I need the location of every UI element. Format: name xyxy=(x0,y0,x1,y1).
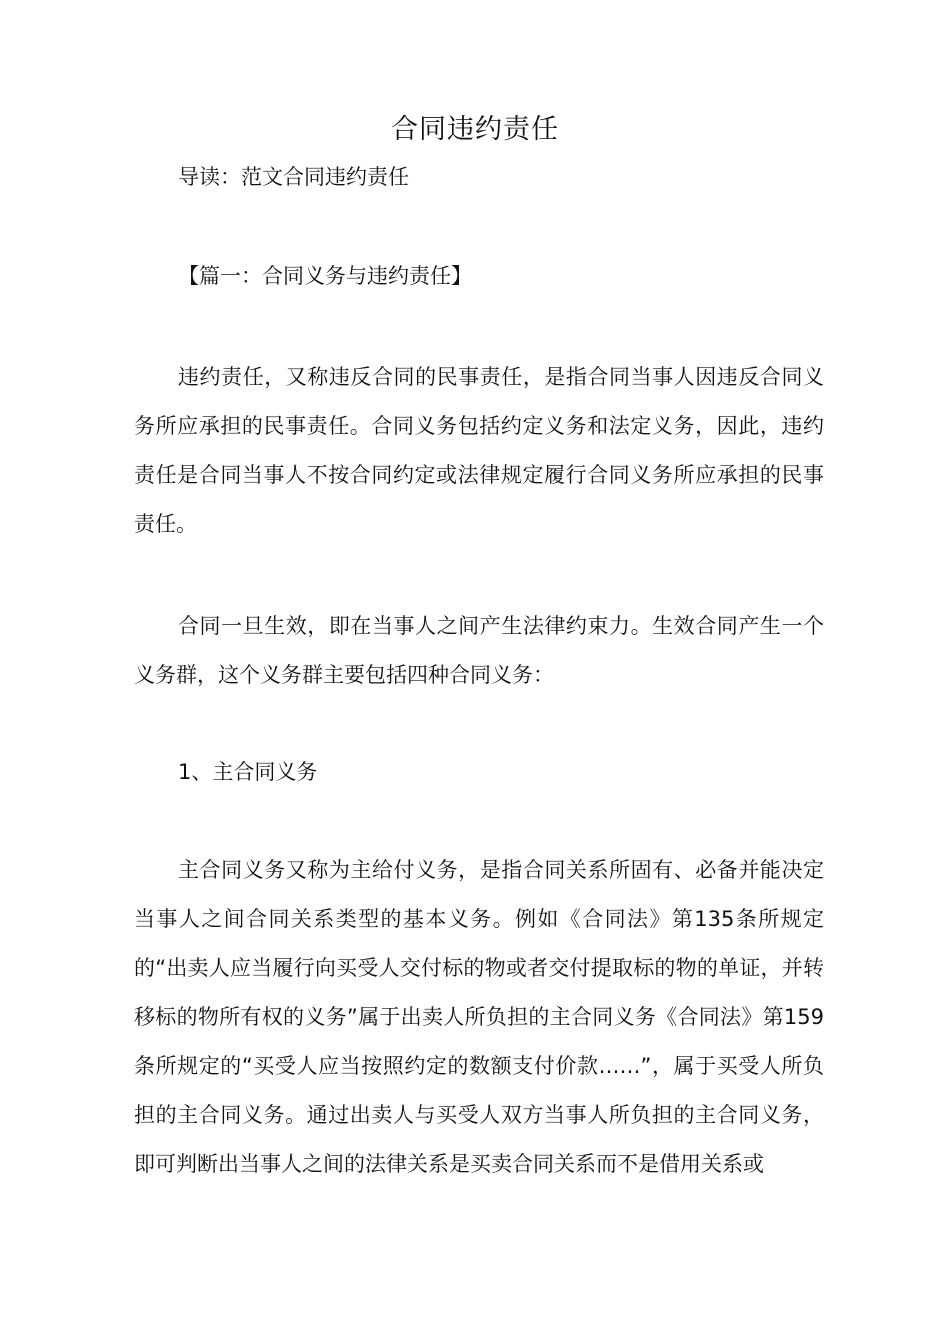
intro-line: 导读：范文合同违约责任 xyxy=(178,165,409,189)
document-title: 合同违约责任 xyxy=(391,114,559,145)
section-heading: 【篇一：合同义务与违约责任】 xyxy=(178,264,472,288)
paragraph-main-obligation: 主合同义务又称为主给付义务，是指合同关系所固有、必备并能决定当事人之间合同关系类型的基本义务。例如《合同法》第135条所规定的“出卖人应当履行向买受人交付标的物或者交付提取标的物的单证，并转移标的物所有权的义务”属于出卖人所负担的主合同义务《合同法》第159条所规定的“买受人应当按照约定的数额支付价款……”，属于买受人所负担的主合同义务。通过出卖人与买受人双方当事人所负担的主合同义务，即可判断出当事人之间的法律关系是买卖合同关系而不是借用关系或 xyxy=(134,858,824,1176)
paragraph-violation-definition: 违约责任，又称违反合同的民事责任，是指合同当事人因违反合同义务所应承担的民事责任。合同义务包括约定义务和法定义务，因此，违约责任是合同当事人不按合同约定或法律规定履行合同义务所应承担的民事责任。 xyxy=(134,365,824,536)
item-heading-main-obligation: 1、主合同义务 xyxy=(178,760,318,784)
paragraph-contract-effect: 合同一旦生效，即在当事人之间产生法律约束力。生效合同产生一个义务群，这个义务群主要包括四种合同义务： xyxy=(134,614,824,687)
